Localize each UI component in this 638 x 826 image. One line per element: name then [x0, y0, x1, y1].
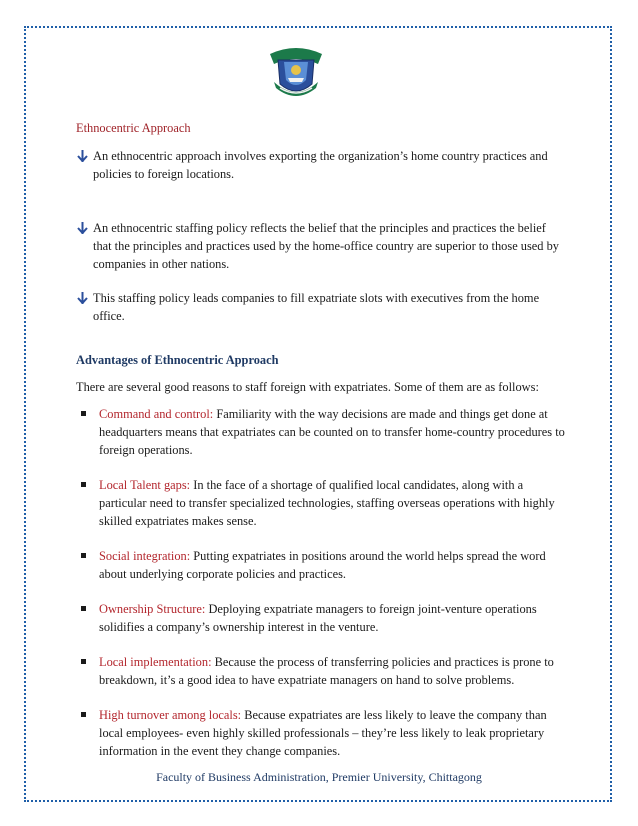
- square-bullet-icon: [81, 411, 86, 416]
- down-arrow-bullet-icon: [76, 292, 89, 304]
- down-arrow-bullet-icon: [76, 150, 89, 162]
- section-title-advantages: Advantages of Ethnocentric Approach: [76, 353, 279, 367]
- advantage-term: High turnover among locals:: [99, 708, 242, 722]
- advantage-term: Command and control:: [99, 407, 214, 421]
- advantage-item: [76, 547, 566, 583]
- advantage-text: In the face of a shortage of qualified local candidates, along with a particular need to transfer specialized technologies, staffing overseas operations with highly skilled expatriates makes sense.: [99, 478, 555, 528]
- square-bullet-icon: [81, 553, 86, 558]
- square-bullet-icon: [81, 482, 86, 487]
- advantage-item: [76, 706, 566, 760]
- document-body: [76, 119, 566, 760]
- advantage-item: [76, 476, 566, 530]
- advantage-text: Because expatriates are less likely to leave the company than local employees- even highly skilled professionals – they’re less likely to leak proprietary information in the event they change companies.: [99, 708, 547, 758]
- down-arrow-bullet-icon: [76, 222, 89, 234]
- university-crest-logo: [266, 44, 326, 100]
- advantage-term: Local implementation:: [99, 655, 212, 669]
- page-footer: Faculty of Business Administration, Premier University, Chittagong: [156, 770, 482, 784]
- arrow-bullet-item: [76, 289, 566, 325]
- arrow-bullet-item: [76, 147, 566, 183]
- advantage-text: Deploying expatriate managers to foreign joint-venture operations solidifies a company’s ownership interest in the venture.: [99, 602, 537, 634]
- square-bullet-icon: [81, 712, 86, 717]
- square-bullet-icon: [81, 659, 86, 664]
- bullet-text: An ethnocentric staffing policy reflects the belief that the principles and practices the belief that the principles and practices used by the home-office country are superior to those used by companies in other nations.: [93, 221, 559, 271]
- advantage-item: [76, 405, 566, 459]
- advantage-text: Because the process of transferring policies and practices is prone to breakdown, it’s a good idea to have expatriate managers on hand to solve problems.: [99, 655, 554, 687]
- bullet-text: This staffing policy leads companies to fill expatriate slots with executives from the home office.: [93, 291, 540, 323]
- section-title-ethnocentric: Ethnocentric Approach: [76, 121, 191, 135]
- advantage-term: Social integration:: [99, 549, 191, 563]
- advantage-item: [76, 600, 566, 636]
- advantage-term: Local Talent gaps:: [99, 478, 191, 492]
- square-bullet-icon: [81, 606, 86, 611]
- advantage-term: Ownership Structure:: [99, 602, 206, 616]
- bullet-text: An ethnocentric approach involves exporting the organization’s home country practices and policies to foreign locations.: [93, 149, 548, 181]
- advantages-intro: There are several good reasons to staff foreign with expatriates. Some of them are as follows:: [76, 380, 539, 394]
- advantage-text: Putting expatriates in positions around the world helps spread the word about underlying corporate policies and practices.: [99, 549, 546, 581]
- arrow-bullet-item: [76, 219, 566, 273]
- advantage-text: Familiarity with the way decisions are made and things get done at headquarters means that expatriates can be counted on to transfer home-country procedures to foreign operations.: [99, 407, 565, 457]
- advantage-item: [76, 653, 566, 689]
